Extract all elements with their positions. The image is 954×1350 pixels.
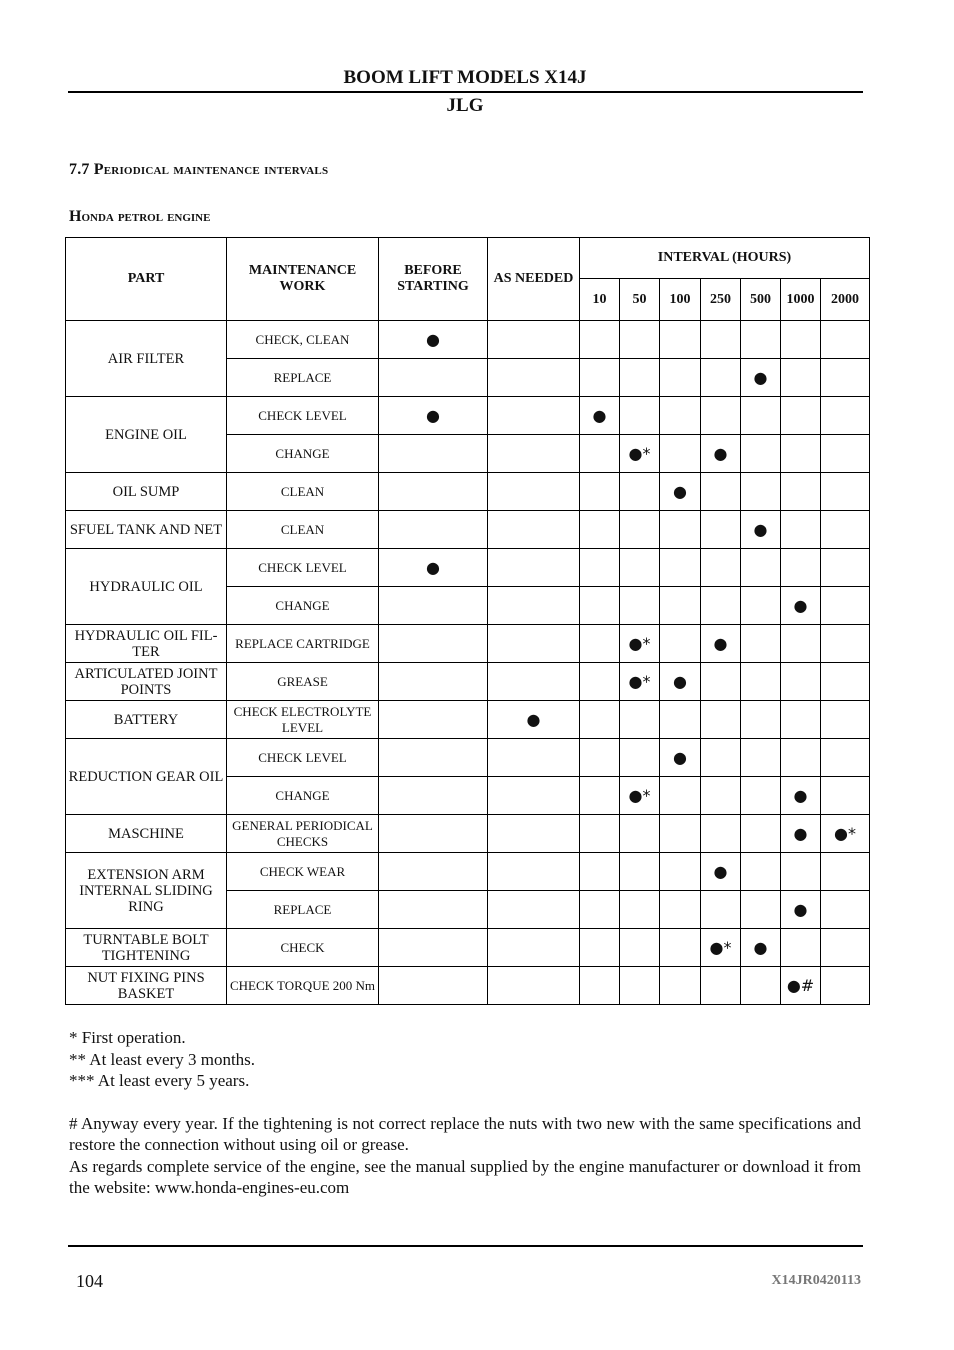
- interval-mark: [701, 511, 741, 549]
- interval-mark: [580, 473, 620, 511]
- interval-mark: [620, 397, 660, 435]
- note-first-operation: * First operation.: [69, 1028, 186, 1047]
- part-cell: TURNTABLE BOLT TIGHTENING: [66, 929, 227, 967]
- as-needed-mark: [488, 777, 580, 815]
- as-needed-mark: [488, 321, 580, 359]
- interval-mark: [701, 777, 741, 815]
- interval-mark: [701, 587, 741, 625]
- interval-mark: [781, 853, 821, 891]
- table-row: [66, 321, 870, 359]
- interval-mark: ●: [660, 663, 701, 701]
- interval-mark: [620, 853, 660, 891]
- interval-mark: ●: [701, 435, 741, 473]
- interval-mark: [660, 359, 701, 397]
- footer-divider: [68, 1245, 863, 1247]
- part-cell: OIL SUMP: [66, 473, 227, 511]
- header-hours: 1000: [781, 279, 821, 321]
- as-needed-mark: [488, 929, 580, 967]
- interval-mark: [741, 891, 781, 929]
- interval-mark: ●: [660, 473, 701, 511]
- interval-mark: [741, 815, 781, 853]
- interval-mark: [821, 587, 870, 625]
- interval-mark: [660, 853, 701, 891]
- interval-mark: [781, 397, 821, 435]
- interval-mark: ●: [701, 625, 741, 663]
- interval-mark: [821, 739, 870, 777]
- interval-mark: [660, 929, 701, 967]
- as-needed-mark: [488, 435, 580, 473]
- interval-mark: ●#: [781, 967, 821, 1005]
- work-cell: CHECK WEAR: [227, 853, 379, 891]
- work-cell: CHANGE: [227, 587, 379, 625]
- before-starting-mark: [379, 853, 488, 891]
- table-row: [66, 663, 870, 701]
- header-maintenance-work: MAINTENANCE WORK: [227, 238, 379, 321]
- interval-mark: [741, 435, 781, 473]
- note-five-years: *** At least every 5 years.: [69, 1071, 250, 1090]
- page-number: 104: [76, 1271, 103, 1291]
- work-cell: CHANGE: [227, 777, 379, 815]
- interval-mark: [620, 967, 660, 1005]
- interval-mark: [620, 321, 660, 359]
- interval-mark: [580, 777, 620, 815]
- interval-mark: [821, 549, 870, 587]
- interval-mark: [821, 359, 870, 397]
- interval-mark: [660, 701, 701, 739]
- interval-mark: [660, 397, 701, 435]
- table-row: [66, 853, 870, 891]
- work-cell: GENERAL PERIODICAL CHECKS: [227, 815, 379, 853]
- interval-mark: [781, 549, 821, 587]
- interval-mark: [741, 967, 781, 1005]
- section-heading: 7.7 Periodical maintenance intervals: [69, 161, 329, 178]
- interval-mark: [660, 549, 701, 587]
- part-cell: NUT FIXING PINS BASKET: [66, 967, 227, 1005]
- header-hours: 250: [701, 279, 741, 321]
- interval-mark: [781, 473, 821, 511]
- work-cell: CHANGE: [227, 435, 379, 473]
- interval-mark: [741, 473, 781, 511]
- part-cell: HYDRAULIC OIL: [66, 549, 227, 625]
- interval-mark: [741, 701, 781, 739]
- as-needed-mark: [488, 359, 580, 397]
- interval-mark: ●: [781, 815, 821, 853]
- before-starting-mark: [379, 359, 488, 397]
- interval-mark: ●*: [821, 815, 870, 853]
- as-needed-mark: ●: [488, 701, 580, 739]
- table-row: [66, 739, 870, 777]
- as-needed-mark: [488, 739, 580, 777]
- interval-mark: ●*: [620, 663, 660, 701]
- table-row: [66, 625, 870, 663]
- interval-mark: ●: [701, 853, 741, 891]
- interval-mark: [580, 321, 620, 359]
- interval-mark: [580, 587, 620, 625]
- work-cell: CHECK LEVEL: [227, 397, 379, 435]
- as-needed-mark: [488, 473, 580, 511]
- interval-mark: [660, 625, 701, 663]
- maintenance-table: [65, 237, 870, 1005]
- interval-mark: [620, 739, 660, 777]
- before-starting-mark: [379, 929, 488, 967]
- interval-mark: [701, 397, 741, 435]
- interval-mark: [781, 511, 821, 549]
- before-starting-mark: ●: [379, 549, 488, 587]
- before-starting-mark: [379, 435, 488, 473]
- before-starting-mark: [379, 663, 488, 701]
- before-starting-mark: [379, 511, 488, 549]
- interval-mark: [660, 435, 701, 473]
- interval-mark: [701, 321, 741, 359]
- interval-mark: ●: [580, 397, 620, 435]
- work-cell: CLEAN: [227, 473, 379, 511]
- work-cell: CHECK ELECTROLYTE LEVEL: [227, 701, 379, 739]
- interval-mark: [821, 891, 870, 929]
- interval-mark: [821, 473, 870, 511]
- interval-mark: [580, 359, 620, 397]
- interval-mark: [580, 929, 620, 967]
- part-cell: BATTERY: [66, 701, 227, 739]
- interval-mark: [701, 663, 741, 701]
- interval-mark: [580, 815, 620, 853]
- work-cell: CHECK, CLEAN: [227, 321, 379, 359]
- as-needed-mark: [488, 853, 580, 891]
- as-needed-mark: [488, 967, 580, 1005]
- interval-mark: [580, 511, 620, 549]
- interval-mark: [741, 625, 781, 663]
- interval-mark: [701, 967, 741, 1005]
- interval-mark: [660, 815, 701, 853]
- interval-mark: [660, 511, 701, 549]
- before-starting-mark: [379, 701, 488, 739]
- part-cell: ARTICULATED JOINT POINTS: [66, 663, 227, 701]
- interval-mark: [580, 891, 620, 929]
- header-hours: 2000: [821, 279, 870, 321]
- interval-mark: ●: [781, 891, 821, 929]
- interval-mark: [701, 891, 741, 929]
- note-three-months: ** At least every 3 months.: [69, 1049, 256, 1069]
- header-interval: INTERVAL (HOURS): [580, 238, 870, 279]
- interval-mark: [660, 587, 701, 625]
- header-title: BOOM LIFT MODELS X14J: [343, 67, 587, 88]
- interval-mark: [741, 397, 781, 435]
- interval-mark: [781, 321, 821, 359]
- table-body: [66, 321, 870, 1005]
- interval-mark: [580, 663, 620, 701]
- interval-mark: ●: [741, 359, 781, 397]
- part-cell: HYDRAULIC OIL FIL-TER: [66, 625, 227, 663]
- interval-mark: [741, 321, 781, 359]
- interval-mark: [821, 701, 870, 739]
- interval-mark: [580, 625, 620, 663]
- header-divider: [68, 91, 863, 93]
- interval-mark: [580, 435, 620, 473]
- interval-mark: [620, 891, 660, 929]
- interval-mark: [660, 891, 701, 929]
- interval-mark: [821, 511, 870, 549]
- interval-mark: [620, 815, 660, 853]
- interval-mark: [620, 549, 660, 587]
- interval-mark: ●: [741, 929, 781, 967]
- interval-mark: [580, 739, 620, 777]
- interval-mark: [821, 777, 870, 815]
- interval-mark: [580, 701, 620, 739]
- interval-mark: [620, 929, 660, 967]
- before-starting-mark: ●: [379, 397, 488, 435]
- header-part: PART: [66, 238, 227, 321]
- interval-mark: ●*: [620, 435, 660, 473]
- interval-mark: [781, 435, 821, 473]
- interval-mark: [660, 321, 701, 359]
- before-starting-mark: [379, 587, 488, 625]
- interval-mark: [701, 473, 741, 511]
- part-cell: REDUCTION GEAR OIL: [66, 739, 227, 815]
- interval-mark: [781, 929, 821, 967]
- interval-mark: ●: [781, 777, 821, 815]
- as-needed-mark: [488, 511, 580, 549]
- part-cell: MASCHINE: [66, 815, 227, 853]
- part-cell: AIR FILTER: [66, 321, 227, 397]
- interval-mark: [821, 625, 870, 663]
- interval-mark: [821, 435, 870, 473]
- table-row: [66, 967, 870, 1005]
- work-cell: GREASE: [227, 663, 379, 701]
- interval-mark: [620, 701, 660, 739]
- interval-mark: [741, 853, 781, 891]
- interval-mark: ●: [781, 587, 821, 625]
- interval-mark: [701, 359, 741, 397]
- header-hours: 500: [741, 279, 781, 321]
- header-hours: 10: [580, 279, 620, 321]
- table-row: [66, 929, 870, 967]
- interval-mark: [781, 739, 821, 777]
- interval-mark: [741, 549, 781, 587]
- interval-mark: [580, 967, 620, 1005]
- work-cell: REPLACE CARTRIDGE: [227, 625, 379, 663]
- before-starting-mark: ●: [379, 321, 488, 359]
- header-hours: 50: [620, 279, 660, 321]
- interval-mark: [781, 701, 821, 739]
- before-starting-mark: [379, 739, 488, 777]
- header-before-starting: BEFORE STARTING: [379, 238, 488, 321]
- note-engine-manual: As regards complete service of the engine, see the manual supplied by the engine manufacturer or download it from the website: www.honda-engines-eu.com: [69, 1156, 861, 1197]
- interval-mark: [781, 359, 821, 397]
- table-row: [66, 549, 870, 587]
- interval-mark: [741, 777, 781, 815]
- interval-mark: ●: [660, 739, 701, 777]
- interval-mark: [701, 701, 741, 739]
- part-cell: ENGINE OIL: [66, 397, 227, 473]
- document-code: X14JR0420113: [771, 1273, 861, 1288]
- interval-mark: ●*: [620, 625, 660, 663]
- interval-mark: [660, 777, 701, 815]
- work-cell: REPLACE: [227, 891, 379, 929]
- work-cell: CHECK: [227, 929, 379, 967]
- table-row: [66, 473, 870, 511]
- interval-mark: [741, 587, 781, 625]
- interval-mark: [821, 397, 870, 435]
- notes: [69, 1027, 861, 1199]
- sub-heading: Honda petrol engine: [69, 208, 211, 225]
- as-needed-mark: [488, 587, 580, 625]
- interval-mark: [821, 853, 870, 891]
- as-needed-mark: [488, 549, 580, 587]
- header-hours: 100: [660, 279, 701, 321]
- part-cell: EXTENSION ARM INTERNAL SLIDING RING: [66, 853, 227, 929]
- table-row: [66, 701, 870, 739]
- as-needed-mark: [488, 397, 580, 435]
- interval-mark: [620, 473, 660, 511]
- interval-mark: [580, 853, 620, 891]
- interval-mark: [821, 967, 870, 1005]
- interval-mark: [781, 663, 821, 701]
- interval-mark: [821, 929, 870, 967]
- interval-mark: ●*: [701, 929, 741, 967]
- work-cell: REPLACE: [227, 359, 379, 397]
- as-needed-mark: [488, 625, 580, 663]
- interval-mark: [821, 321, 870, 359]
- interval-mark: [701, 815, 741, 853]
- interval-mark: [701, 549, 741, 587]
- table-row: [66, 815, 870, 853]
- table-row: [66, 511, 870, 549]
- interval-mark: ●: [741, 511, 781, 549]
- header-brand: JLG: [446, 95, 484, 116]
- header-as-needed: AS NEEDED: [488, 238, 580, 321]
- interval-mark: [821, 663, 870, 701]
- work-cell: CHECK LEVEL: [227, 739, 379, 777]
- interval-mark: [580, 549, 620, 587]
- table-row: [66, 397, 870, 435]
- as-needed-mark: [488, 815, 580, 853]
- interval-mark: [741, 663, 781, 701]
- as-needed-mark: [488, 891, 580, 929]
- interval-mark: [701, 739, 741, 777]
- as-needed-mark: [488, 663, 580, 701]
- interval-mark: [620, 511, 660, 549]
- work-cell: CHECK TORQUE 200 Nm: [227, 967, 379, 1005]
- interval-mark: ●*: [620, 777, 660, 815]
- work-cell: CLEAN: [227, 511, 379, 549]
- interval-mark: [741, 739, 781, 777]
- interval-mark: [620, 587, 660, 625]
- before-starting-mark: [379, 625, 488, 663]
- interval-mark: [781, 625, 821, 663]
- before-starting-mark: [379, 815, 488, 853]
- interval-mark: [620, 359, 660, 397]
- before-starting-mark: [379, 473, 488, 511]
- before-starting-mark: [379, 967, 488, 1005]
- interval-mark: [660, 967, 701, 1005]
- work-cell: CHECK LEVEL: [227, 549, 379, 587]
- before-starting-mark: [379, 891, 488, 929]
- before-starting-mark: [379, 777, 488, 815]
- note-yearly-tightening: # Anyway every year. If the tightening is not correct replace the nuts with two new with the same specifications and restore the connection without using oil or grease.: [69, 1113, 861, 1154]
- part-cell: SFUEL TANK AND NET: [66, 511, 227, 549]
